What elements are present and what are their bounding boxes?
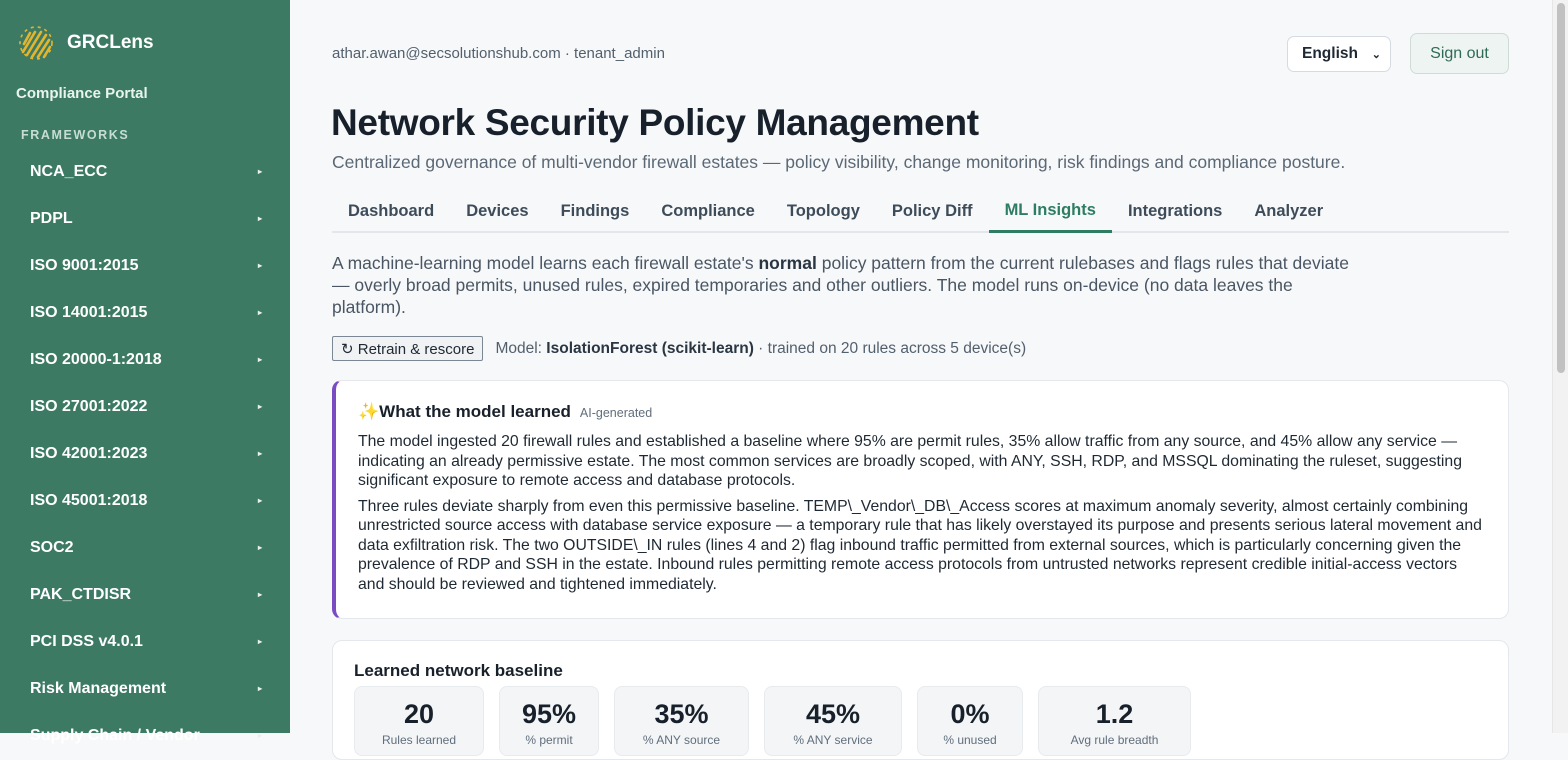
tab-bar <box>332 190 1509 233</box>
sidebar-item-label: ISO 45001:2018 <box>30 491 148 509</box>
chevron-down-icon: ⌄ <box>1371 48 1381 61</box>
brand[interactable] <box>17 22 154 64</box>
model-name: IsolationForest (scikit-learn) <box>546 339 754 357</box>
tab-dashboard[interactable]: Dashboard <box>348 202 435 220</box>
baseline-title: Learned network baseline <box>354 661 563 680</box>
chevron-right-icon: ▸ <box>257 543 262 552</box>
model-prefix: Model: <box>495 339 547 357</box>
stat-value: 20 <box>403 699 435 729</box>
stat-label: Avg rule breadth <box>1070 733 1159 747</box>
sidebar-item[interactable] <box>0 289 290 336</box>
insight-paragraph: The model ingested 20 firewall rules and established a baseline where 95% are permit rules, 35% allow traffic from any source, and 45% allow any service — indicating an already permissive estate. The most common services are broadly scoped, with ANY, SSH, RDP, and MSSQL dominating the ruleset, suggesting significant exposure to remote access and database protocols. <box>358 433 1462 489</box>
stat-value: 1.2 <box>1095 699 1134 729</box>
insight-paragraph: Three rules deviate sharply from even this permissive baseline. TEMP\_Vendor\_DB\_Access scores at maximum anomaly severity, almost certainly combining unrestricted source access with database service exposure — a temporary rule that has likely overstayed its purpose and presents serious lateral movement and data exfiltration risk. The two OUTSIDE\_IN rules (lines 4 and 2) flag inbound traffic permitted from external sources, which is particularly concerning given the prevalence of RDP and SSH in the estate. Inbound rules permitting remote access protocols from untrusted networks represent credible initial-access vectors and should be reviewed and tightened immediately. <box>358 497 1482 593</box>
sidebar-item-label: SOC2 <box>30 538 74 556</box>
stat-tile <box>614 686 749 756</box>
sidebar-item[interactable] <box>0 571 290 618</box>
intro-part2: policy pattern from the current rulebases and flags rules that deviate — overly broad permits, unused rules, expired temporaries and other outliers. The model runs on-device (no data leaves the platform). <box>332 253 1349 317</box>
stat-tile <box>917 686 1023 756</box>
stat-tile <box>764 686 902 756</box>
stat-value: 35% <box>654 699 709 729</box>
chevron-right-icon: ▸ <box>257 261 262 270</box>
insight-title <box>358 402 571 422</box>
framework-nav <box>0 148 290 759</box>
stat-value: 0% <box>950 699 990 729</box>
intro-bold: normal <box>758 253 817 273</box>
sidebar-item-label: ISO 27001:2022 <box>30 397 148 415</box>
sidebar-item-label: ISO 42001:2023 <box>30 444 148 462</box>
sidebar-item-label: PCI DSS v4.0.1 <box>30 632 143 650</box>
intro-text <box>332 252 1362 318</box>
user-identity: athar.awan@secsolutionshub.com · tenant_admin <box>332 45 665 62</box>
chevron-right-icon: ▸ <box>257 637 262 646</box>
model-info <box>495 340 1026 358</box>
sidebar-item-label: NCA_ECC <box>30 162 108 180</box>
stat-tile <box>499 686 599 756</box>
stat-value: 45% <box>805 699 861 729</box>
sidebar-item-label: Risk Management <box>30 679 167 697</box>
sidebar-item[interactable] <box>0 148 290 195</box>
stat-label: % ANY service <box>793 733 873 747</box>
sidebar-item[interactable] <box>0 477 290 524</box>
model-row <box>332 336 1026 361</box>
tab-integrations[interactable]: Integrations <box>1127 202 1223 220</box>
frameworks-section-label: FRAMEWORKS <box>21 128 130 142</box>
sidebar-item-label: ISO 14001:2015 <box>30 303 148 321</box>
sidebar-item-label: ISO 20000-1:2018 <box>30 350 162 368</box>
tab-policy-diff[interactable]: Policy Diff <box>891 202 973 220</box>
language-value: English <box>1302 45 1358 62</box>
tab-devices[interactable]: Devices <box>466 202 529 220</box>
sidebar-item[interactable] <box>0 618 290 665</box>
chevron-right-icon: ▸ <box>257 402 262 411</box>
brand-name: GRCLens <box>67 32 154 53</box>
ai-generated-badge: AI-generated <box>579 406 653 420</box>
page-subtitle: Centralized governance of multi-vendor firewall estates — policy visibility, change monitoring, risk findings and compliance posture. <box>332 152 1346 172</box>
logo-icon <box>17 24 55 62</box>
chevron-right-icon: ▸ <box>257 449 262 458</box>
tab-findings[interactable]: Findings <box>560 202 630 220</box>
chevron-right-icon: ▸ <box>257 590 262 599</box>
sidebar-item-label: ISO 9001:2015 <box>30 256 139 274</box>
insight-card <box>332 380 1509 619</box>
main-content <box>290 0 1552 747</box>
chevron-right-icon: ▸ <box>257 214 262 223</box>
stat-label: Rules learned <box>381 733 457 747</box>
sidebar-item[interactable] <box>0 242 290 289</box>
stat-tile <box>354 686 484 756</box>
sidebar-item[interactable] <box>0 665 290 712</box>
retrain-button[interactable]: ↻ Retrain & rescore <box>332 336 483 361</box>
tab-topology[interactable]: Topology <box>786 202 860 220</box>
page-title: Network Security Policy Management <box>331 102 979 143</box>
portal-label[interactable]: Compliance Portal <box>16 85 148 102</box>
sidebar-item[interactable] <box>0 524 290 571</box>
insight-title-text: What the model learned <box>379 402 571 421</box>
chevron-right-icon: ▸ <box>257 308 262 317</box>
sign-out-button[interactable]: Sign out <box>1410 33 1509 74</box>
stat-tile <box>1038 686 1191 756</box>
stat-value: 95% <box>521 699 577 729</box>
stat-label: % ANY source <box>642 733 721 747</box>
baseline-stats <box>354 686 1206 756</box>
sidebar <box>0 0 290 744</box>
stat-label: % unused <box>943 733 997 747</box>
tab-analyzer[interactable]: Analyzer <box>1254 202 1324 220</box>
chevron-right-icon: ▸ <box>257 684 262 693</box>
baseline-card <box>332 640 1509 760</box>
chevron-right-icon: ▸ <box>257 496 262 505</box>
page-scrollbar[interactable] <box>1552 0 1568 733</box>
chevron-right-icon: ▸ <box>257 731 262 740</box>
tab-ml-insights[interactable]: ML Insights <box>989 190 1112 233</box>
sidebar-item[interactable] <box>0 430 290 477</box>
sidebar-item[interactable] <box>0 336 290 383</box>
intro-part1: A machine-learning model learns each firewall estate's <box>332 253 759 273</box>
stat-label: % permit <box>525 733 573 747</box>
sidebar-item-label: PDPL <box>30 209 73 227</box>
insight-header <box>358 402 1486 422</box>
model-suffix: · trained on 20 rules across 5 device(s) <box>753 339 1027 357</box>
tab-compliance[interactable]: Compliance <box>661 202 755 220</box>
chevron-right-icon: ▸ <box>257 355 262 364</box>
scrollbar-thumb[interactable] <box>1557 3 1565 373</box>
sidebar-item[interactable] <box>0 383 290 430</box>
sidebar-item-label: Supply Chain / Vendor <box>30 726 200 744</box>
sidebar-item-label: PAK_CTDISR <box>30 585 132 603</box>
language-select[interactable] <box>1287 36 1391 72</box>
sparkles-icon: ✨ <box>358 402 380 421</box>
sidebar-item[interactable] <box>0 712 290 759</box>
chevron-right-icon: ▸ <box>257 167 262 176</box>
sidebar-item[interactable] <box>0 195 290 242</box>
